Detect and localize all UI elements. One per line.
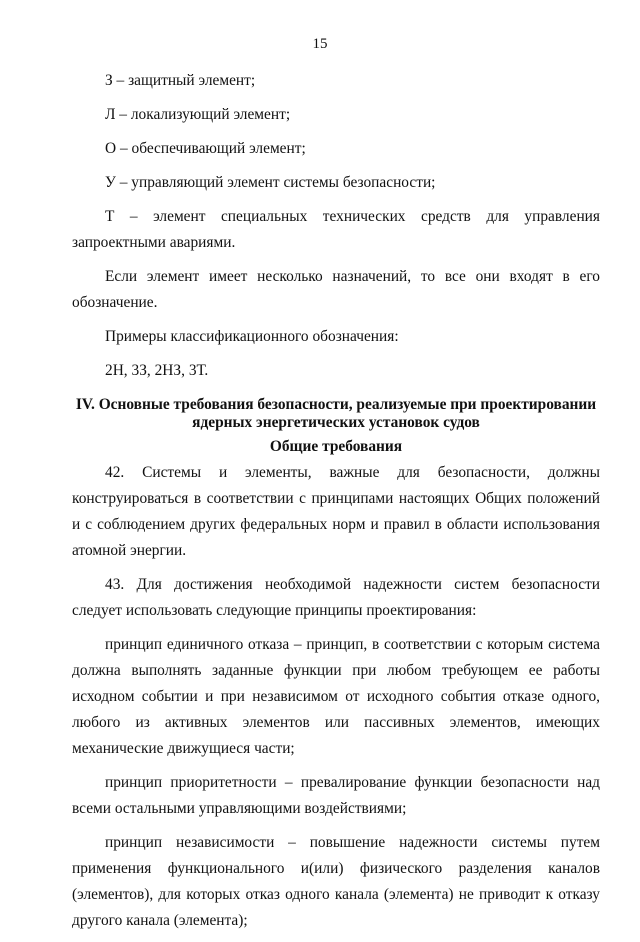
multi-purpose-paragraph: Если элемент имеет несколько назначений, то все они входят в его обозначение. (72, 268, 600, 311)
item-o: О – обеспечивающий элемент; (105, 140, 306, 157)
principle-independence: принцип независимости – повышение надежности системы путем применения функционального и(или) физического разделения каналов (элементов), для которых отказ одного канала (элемента) не приводит к отказу другого канала (элемента); (72, 834, 600, 929)
page-content (72, 68, 600, 942)
principle-priority: принцип приоритетности – превалирование функции безопасности над всеми остальными управляющими воздействиями; (72, 774, 600, 817)
item-t: Т – элемент специальных технических средств для управления запроектными авариями. (72, 208, 600, 251)
item-u: У – управляющий элемент системы безопасности; (105, 174, 436, 191)
examples-list: 2Н, 3З, 2НЗ, 3Т. (105, 362, 209, 379)
principle-single-failure: принцип единичного отказа – принцип, в соответствии с которым система должна выполнять заданные функции при любом требующем ее работы исходном событии и при независимом от исходного события отказе одного, любого из активных элементов или пассивных элементов, имеющих механические движущиеся части; (72, 636, 600, 757)
item-z: З – защитный элемент; (105, 72, 256, 89)
examples-label: Примеры классификационного обозначения: (105, 328, 399, 345)
subsection-title: Общие требования (269, 438, 403, 455)
section-title-line-2: ядерных энергетических установок судов (192, 414, 480, 431)
section-title (72, 396, 600, 432)
page-number: 15 (312, 36, 328, 52)
paragraph-42: 42. Системы и элементы, важные для безопасности, должны конструироваться в соответствии с принципами настоящих Общих положений и с соблюдением других федеральных норм и правил в области использования атомной энергии. (72, 464, 600, 559)
paragraph-43: 43. Для достижения необходимой надежности систем безопасности следует использовать следующие принципы проектирования: (72, 576, 600, 619)
section-title-line-1: IV. Основные требования безопасности, реализуемые при проектировании (75, 396, 597, 413)
item-l: Л – локализующий элемент; (105, 106, 291, 123)
